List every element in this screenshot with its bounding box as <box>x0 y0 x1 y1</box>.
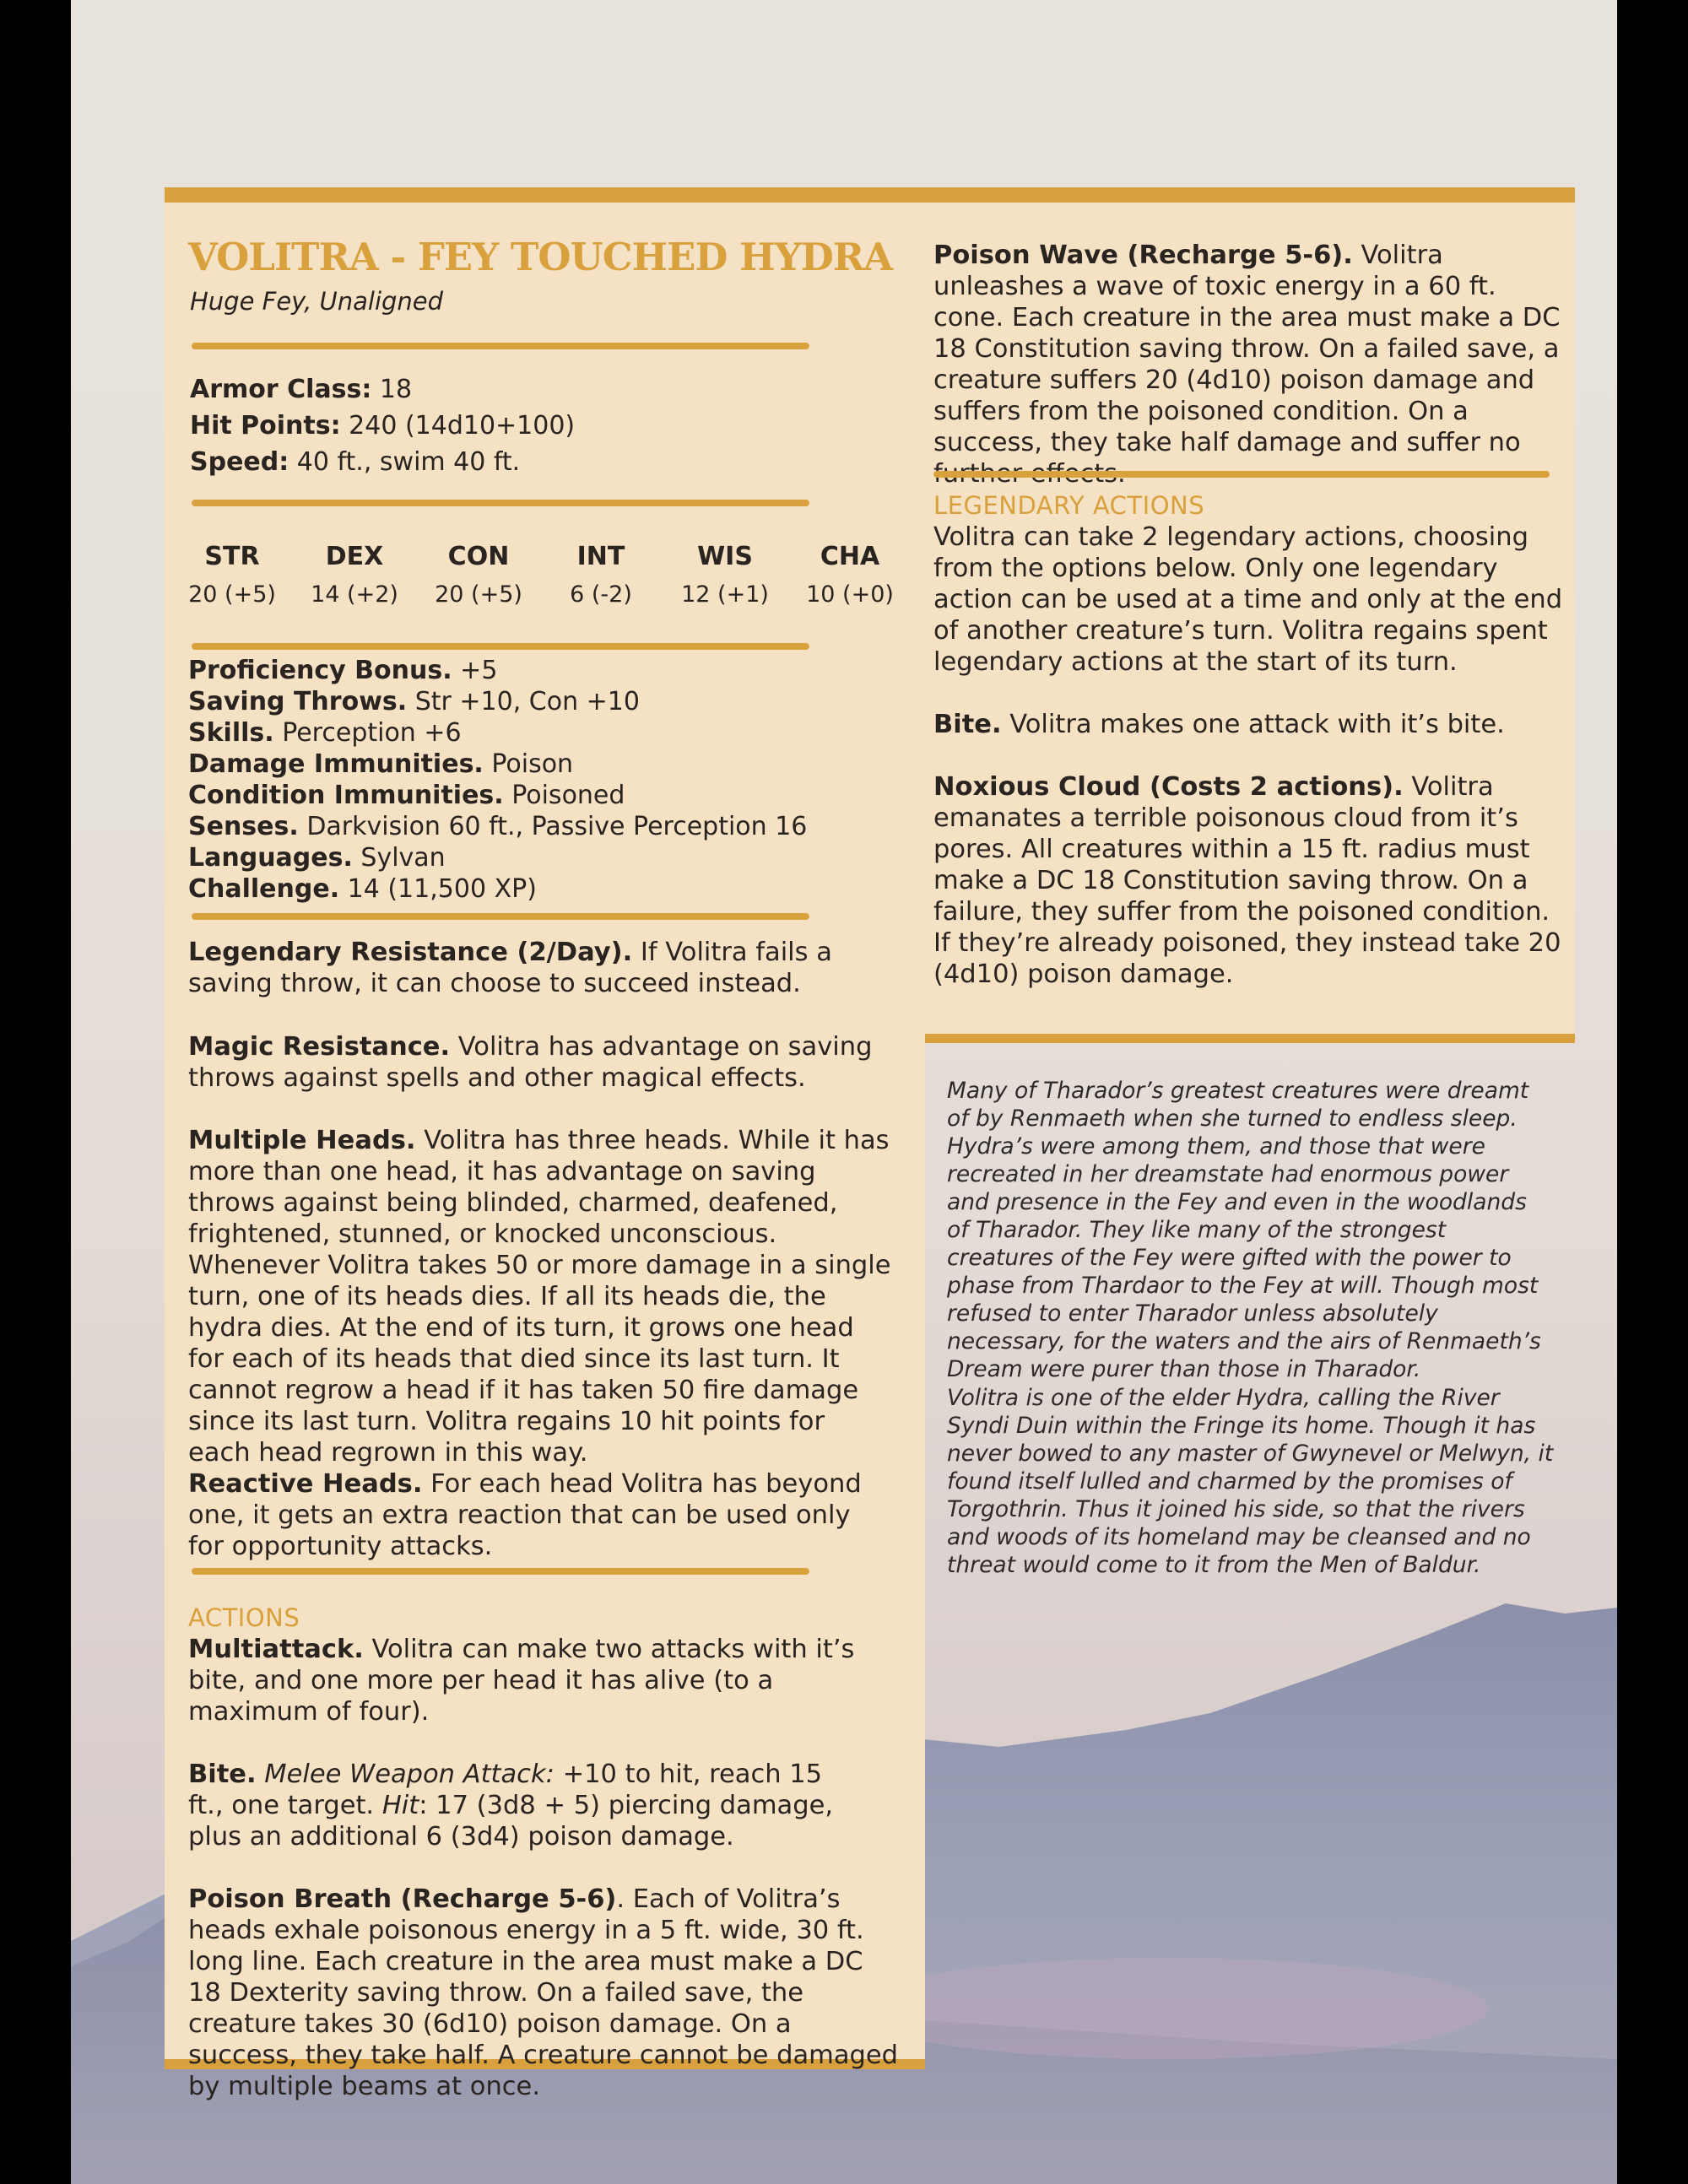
divider <box>192 913 809 920</box>
skills: Skills. Perception +6 <box>188 718 462 748</box>
trait-reactive-heads: Reactive Heads. For each head Volitra has beyond one, it gets an extra reaction that can be used only for opportunity attacks. <box>188 1469 862 1561</box>
challenge: Challenge. 14 (11,500 XP) <box>188 874 537 904</box>
legendary-noxious-cloud: Noxious Cloud (Costs 2 actions). Volitra emanates a terrible poisonous cloud from it’s pores. All creatures within a 15 ft. radius must make a DC 18 Constitution saving throw. On a failure, they suffer from the poisoned condition. If they’re already poisoned, they instead take 20 (4d10) poison damage. <box>933 772 1561 989</box>
ability-cha: CHA 10 (+0) <box>806 542 894 608</box>
mist-glow <box>847 1958 1489 2059</box>
action-bite: Bite. Melee Weapon Attack: +10 to hit, reach 15 ft., one target. Hit: 17 (3d8 + 5) piercing damage, plus an additional 6 (3d4) poison damage. <box>188 1760 834 1852</box>
trait-magic-resistance: Magic Resistance. Volitra has advantage on saving throws against spells and other magical effects. <box>188 1032 873 1093</box>
actions-heading: ACTIONS <box>188 1603 300 1632</box>
page <box>71 0 1617 2184</box>
stat-block-right <box>925 187 1575 1043</box>
languages: Languages. Sylvan <box>188 843 446 873</box>
ability-str: STR 20 (+5) <box>188 542 276 608</box>
legendary-bite: Bite. Volitra makes one attack with it’s bite. <box>933 710 1505 739</box>
damage-immunities: Damage Immunities. Poison <box>188 749 574 779</box>
creature-type: Huge Fey, Unaligned <box>190 287 444 316</box>
divider <box>192 1568 809 1575</box>
lore-paragraph-1: Many of Tharador’s greatest creatures were dreamt of by Renmaeth when she turned to endless sleep. Hydra’s were among them, and those that were recreated in her dreamstate had enormous power and presence in the Fey and even in the woodlands of Tharador. They like many of the strongest creatures of the Fey were gifted with the power to phase from Thardaor to the Fey at will. Though most refused to enter Tharador unless absolutely necessary, for the waters and the airs of Renmaeth’s Dream were purer than those in Tharador. <box>947 1078 1541 1382</box>
stat-block-left <box>165 187 925 2101</box>
ability-dex: DEX 14 (+2) <box>311 542 398 608</box>
saving-throws: Saving Throws. Str +10, Con +10 <box>188 687 640 716</box>
senses: Senses. Darkvision 60 ft., Passive Perception 16 <box>188 812 808 841</box>
armor-class: Armor Class: 18 <box>190 375 413 404</box>
proficiency-bonus: Proficiency Bonus. +5 <box>188 656 498 685</box>
legendary-actions-intro: Volitra can take 2 legendary actions, choosing from the options below. Only one legendary action can be used at a time and only at the end of another creature’s turn. Volitra regains spent legendary actions at the start of its turn. <box>933 522 1563 677</box>
ability-con: CON 20 (+5) <box>435 542 522 608</box>
ability-wis: WIS 12 (+1) <box>681 542 769 608</box>
speed: Speed: 40 ft., swim 40 ft. <box>190 447 521 477</box>
action-multiattack: Multiattack. Volitra can make two attacks with it’s bite, and one more per head it has alive (to a maximum of four). <box>188 1635 855 1727</box>
basic-stats <box>190 371 575 480</box>
properties <box>188 655 807 905</box>
divider <box>192 500 809 506</box>
divider <box>192 643 809 650</box>
condition-immunities: Condition Immunities. Poisoned <box>188 781 625 810</box>
trait-multiple-heads: Multiple Heads. Volitra has three heads. While it has more than one head, it has advantage on saving throws against being blinded, charmed, deafened, frightened, stunned, or knocked unconscious. Whenever Volitra takes 50 or more damage in a single turn, one of its heads dies. If all its heads die, the hydra dies. At the end of its turn, it grows one head for each of its heads that died since its last turn. It cannot regrow a head if it has taken 50 fire damage since its last turn. Volitra regains 10 hit points for each head regrown in this way. <box>188 1126 891 1468</box>
divider <box>192 343 809 349</box>
legendary-actions-heading: LEGENDARY ACTIONS <box>933 491 1205 520</box>
divider <box>933 471 1550 478</box>
lore-paragraph-2: Volitra is one of the elder Hydra, calling the River Syndi Duin within the Fringe its home. Though it has never bowed to any master of Gwynevel or Melwyn, it found itself lulled and charmed by the promises of Torgothrin. Thus it joined his side, so that the rivers and woods of its homeland may be cleansed and no threat would come to it from the Men of Baldur. <box>947 1385 1554 1578</box>
hit-points: Hit Points: 240 (14d10+100) <box>190 411 576 441</box>
ability-int: INT 6 (-2) <box>570 542 632 608</box>
creature-name: VOLITRA - FEY TOUCHED HYDRA <box>188 235 893 279</box>
action-poison-wave: Poison Wave (Recharge 5-6). Volitra unleashes a wave of toxic energy in a 60 ft. cone. Each creature in the area must make a DC 18 Constitution saving throw. On a failed save, a creature suffers 20 (4d10) poison damage and suffers from the poisoned condition. On a success, they take half damage and suffer no <box>933 241 1561 457</box>
action-poison-breath: Poison Breath (Recharge 5-6). Each of Volitra’s heads exhale poisonous energy in a 5 ft. wide, 30 ft. long line. Each creature in the area must make a DC 18 Dexterity saving throw. On a failed save, the creature takes 30 (6d10) poison damage. On a success, they take half. A creature cannot be damaged by multiple beams at once. <box>188 1884 899 2101</box>
trait-legendary-resistance: Legendary Resistance (2/Day). If Volitra fails a saving throw, it can choose to succeed instead. <box>188 938 832 998</box>
